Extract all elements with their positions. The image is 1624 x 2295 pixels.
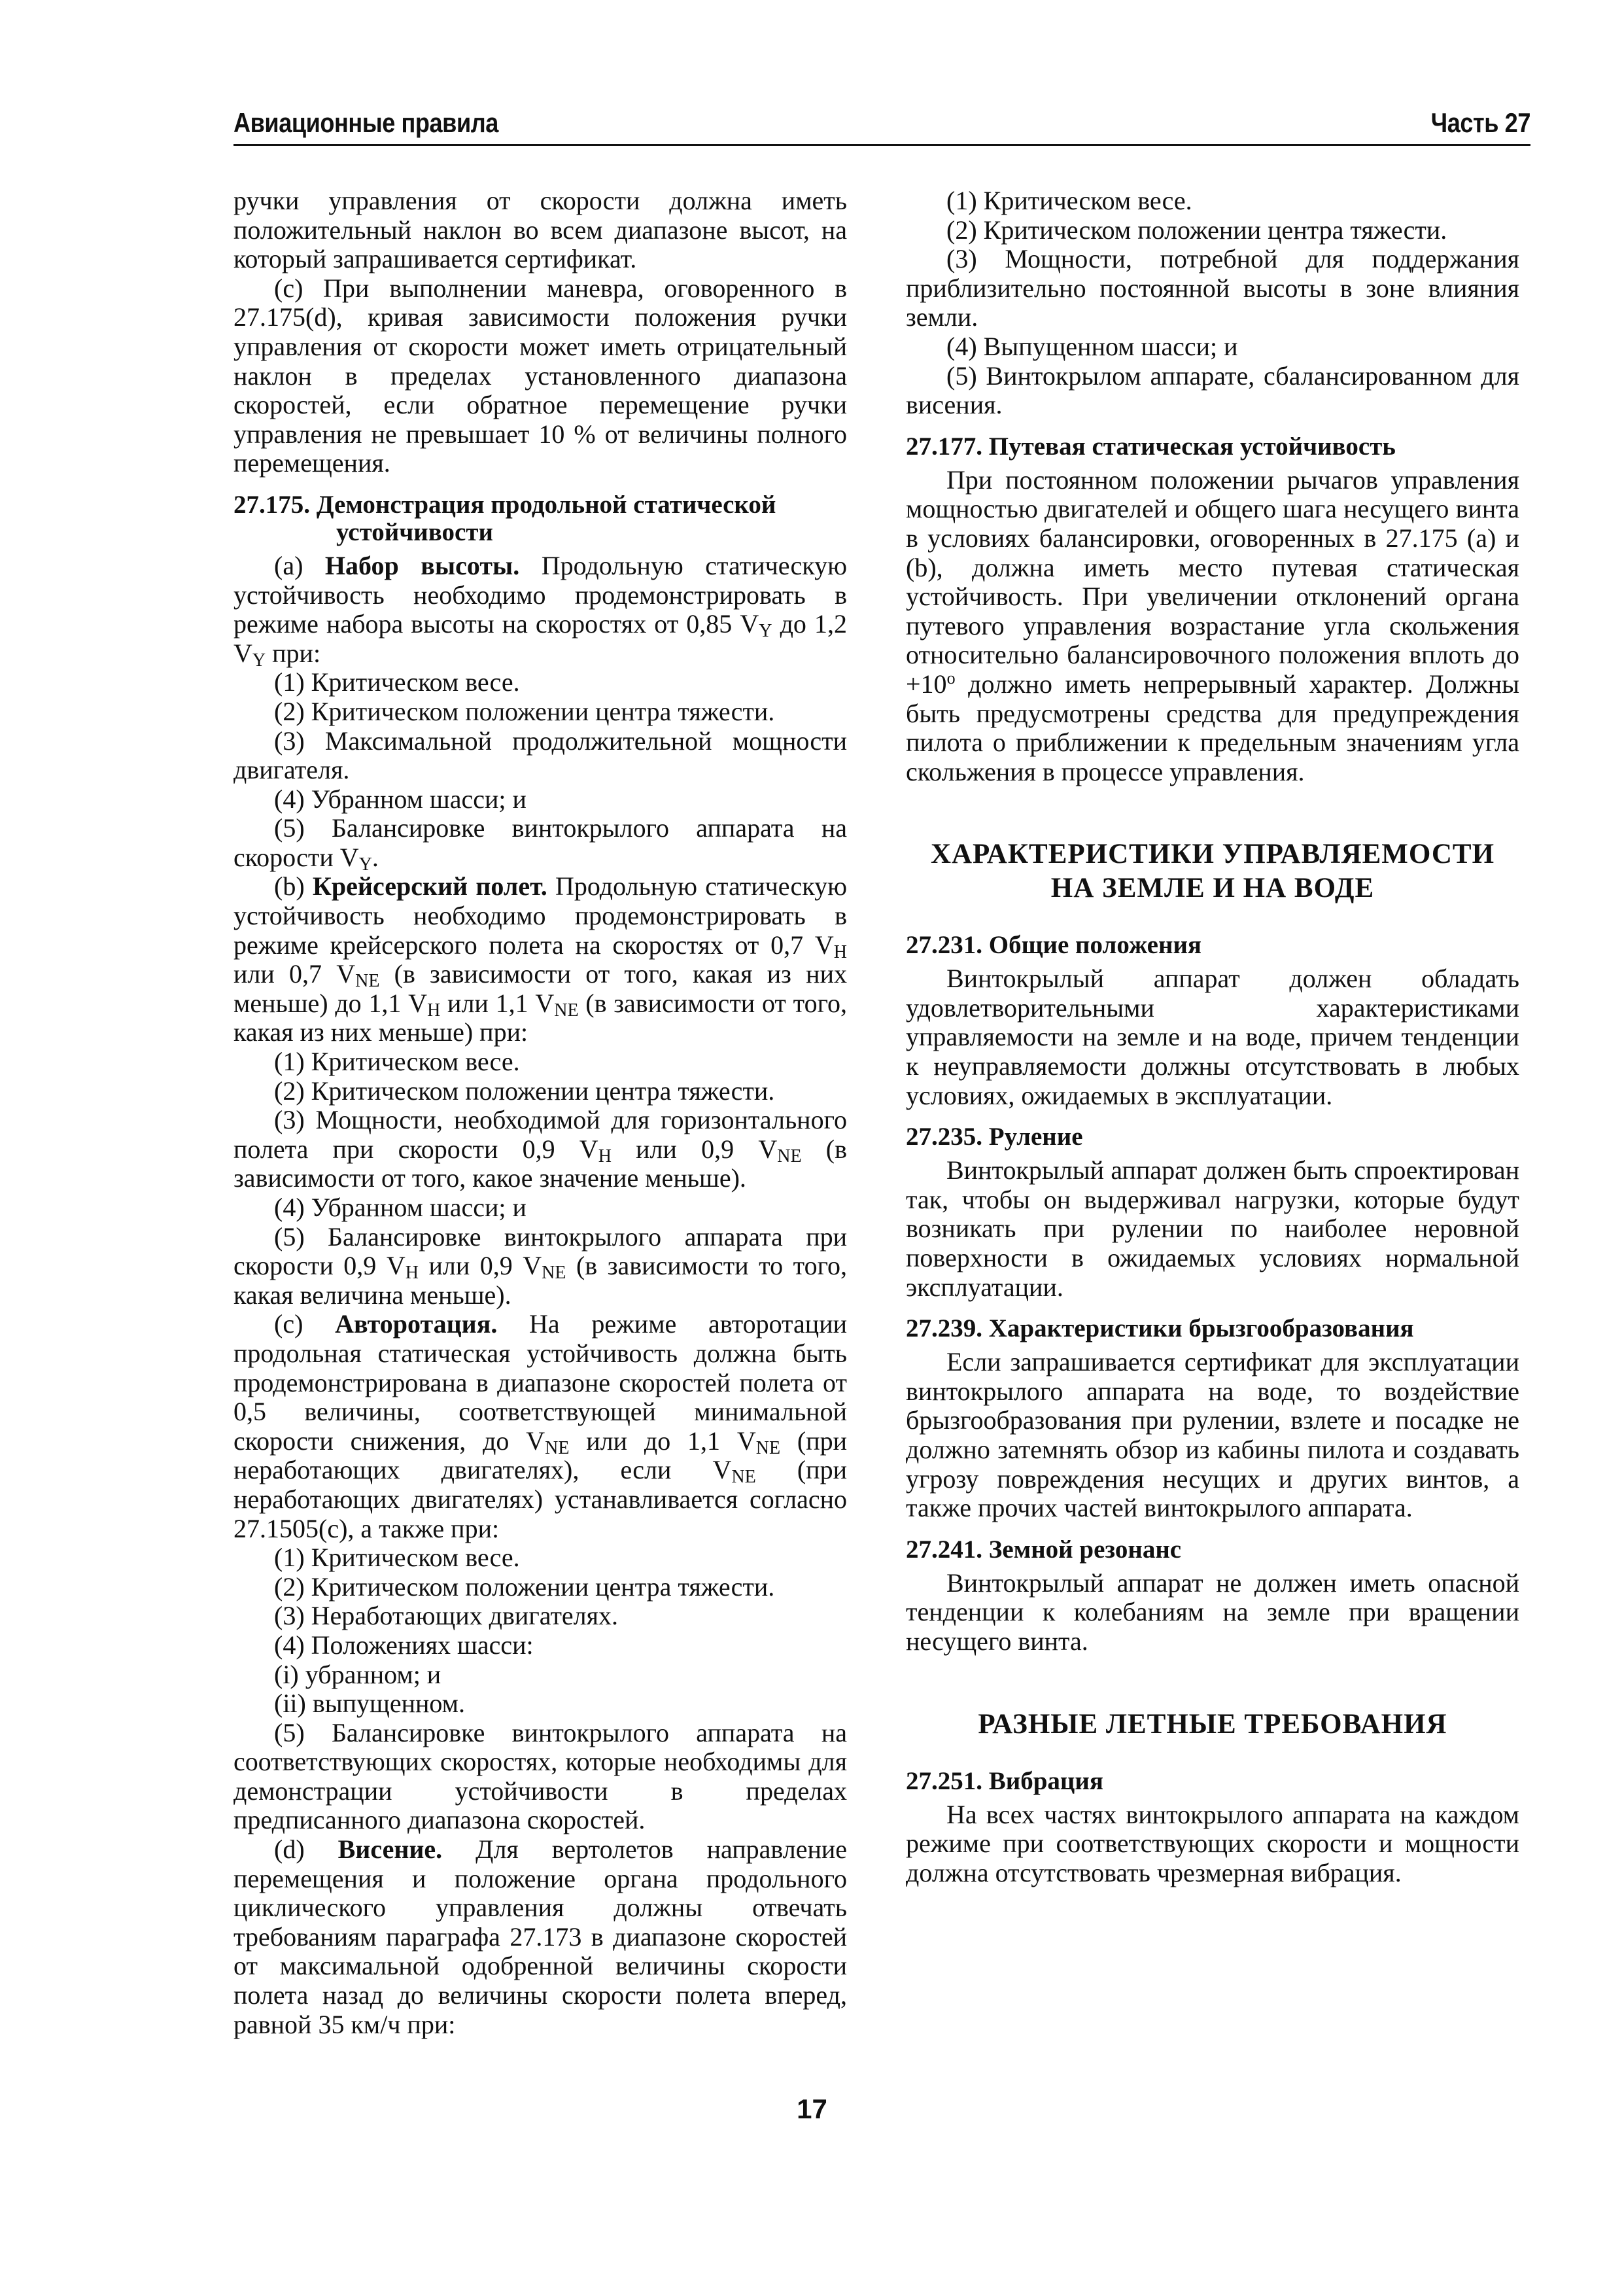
section-heading-27-251: 27.251. Вибрация [906, 1766, 1103, 1795]
text: Для вертолетов направление перемещения и положение органа продольного циклического управления должны отвечать требованиям параграфа 27.173 в диапазоне скоростей от максимальной одобренной величины скорости полета назад до величины скорости полета вперед, равной 35 км/ч при: [233, 1834, 848, 2039]
section-heading-27-235: 27.235. Руление [906, 1123, 1083, 1151]
list-item: (4) Убранном шасси; и [274, 1193, 527, 1222]
subscript: NE [545, 1437, 570, 1458]
item-label: (d) [274, 1834, 305, 1865]
subscript: NE [731, 1467, 756, 1488]
text: при: [266, 638, 321, 668]
list-item: (3) Мощности, потребной для поддержания приблизительно постоянной высоты в зоне влияния земли. [906, 244, 1519, 332]
text: При постоянном положении рычагов управления мощностью двигателей и общего шага несущего винта в условиях балансировки, оговоренных в 27.175 (а) и (b), должна иметь место путевая статическая устойчивость. При увеличении отклонений органа путевого управления возрастание угла скольжения относительно балансировочного положения вплоть до +10 [906, 464, 1519, 699]
paragraph [233, 1310, 847, 1543]
list-item: (1) Критическом весе. [274, 1047, 520, 1077]
paragraph: Если запрашивается сертификат для эксплуатации винтокрылого аппарата на воде, то воздействие брызгообразования при рулении, взлете и посадке не должно затемнять обзор из кабины пилота и создавать угрозу повреждения несущих и других винтов, а также прочих частей винтокрылого аппарата. [906, 1347, 1519, 1523]
text: должно иметь непрерывный характер. Должны быть предусмотрены средства для предупреждения пилота о приближении к предельным значениям угла скольжения в процессе управления. [906, 669, 1519, 786]
list-item [233, 1106, 847, 1193]
heading-number: 27.175. [233, 490, 310, 519]
list-item: (3) Неработающих двигателях. [274, 1601, 619, 1631]
heading-line: ХАРАКТЕРИСТИКИ УПРАВЛЯЕМОСТИ [930, 839, 1495, 870]
subscript: H [405, 1263, 419, 1284]
subscript: NE [755, 1437, 781, 1458]
header-part: Часть 27 [1430, 107, 1530, 138]
chapter-heading-misc: РАЗНЫЕ ЛЕТНЫЕ ТРЕБОВАНИЯ [978, 1708, 1447, 1740]
paragraph [233, 872, 847, 1047]
text: (3) Мощности, необходимой для горизонтального полета при скорости 0,9 V [233, 1105, 847, 1164]
text: . [371, 842, 379, 872]
list-item: (3) Максимальной продолжительной мощности двигателя. [233, 726, 847, 785]
text: или 0,9 V [611, 1134, 778, 1164]
list-item: (5) Балансировке винтокрылого аппарата на соответствующих скоростях, которые необходимы для демонстрации устойчивости в пределах предписанного диапазона скоростей. [233, 1717, 847, 1835]
chapter-heading-handling [906, 837, 1519, 905]
list-item: (1) Критическом весе. [274, 1543, 520, 1573]
page-number: 17 [797, 2094, 827, 2124]
text: (5) Балансировке винтокрылого аппарата при скорости 0,9 V [233, 1221, 847, 1281]
section-heading-27-241: 27.241. Земной резонанс [906, 1535, 1182, 1564]
run-in-heading: Висение. [337, 1834, 443, 1865]
paragraph: ручки управления от скорости должна иметь положительный наклон во всем диапазоне высот, на который запрашивается сертификат. [233, 186, 847, 274]
text: или 1,1 V [440, 988, 555, 1018]
subscript: Y [252, 650, 266, 671]
section-heading-27-231: 27.231. Общие положения [906, 931, 1202, 960]
subscript: Y [759, 621, 772, 642]
paragraph: Винтокрылый аппарат не должен иметь опасной тенденции к колебаниям на земле при вращении несущего винта. [906, 1568, 1519, 1656]
superscript: o [946, 668, 956, 688]
item-label: (b) [274, 871, 305, 902]
list-item: (2) Критическом положении центра тяжести. [274, 696, 775, 726]
subscript: H [598, 1146, 612, 1166]
paragraph [233, 550, 848, 671]
paragraph [233, 1835, 847, 2039]
list-item [233, 813, 847, 875]
right-column [906, 186, 1519, 1887]
left-column [233, 186, 847, 2039]
text: до 1,2 V [233, 609, 848, 668]
list-item [233, 1223, 847, 1310]
subscript: NE [355, 971, 380, 992]
running-header [233, 103, 1530, 146]
list-item: (4) Убранном шасси; и [274, 784, 527, 814]
text: На режиме авторотации продольная статическая устойчивость должна быть продемонстрирована в диапазоне скоростей полета от 0,5 величины, соответствующей минимальной скорости снижения, до V [233, 1309, 847, 1456]
list-item: (1) Критическом весе. [946, 186, 1192, 215]
text: (в зависимости то того, какая величина меньше). [233, 1251, 847, 1310]
list-item: (1) Критическом весе. [274, 667, 520, 697]
heading-text: устойчивости [336, 517, 493, 546]
text: или 0,7 V [233, 959, 356, 989]
list-item: (2) Критическом положении центра тяжести. [274, 1571, 775, 1602]
paragraph [906, 466, 1519, 787]
section-heading-27-175 [233, 491, 847, 546]
list-item: (4) Положениях шасси: [274, 1630, 534, 1660]
item-label: (с) [274, 1309, 303, 1339]
text: (в зависимости от того, какая из них меньше) при: [233, 988, 848, 1047]
paragraph: Винтокрылый аппарат должен обладать удовлетворительными характеристиками управляемости на земле и на воде, причем тенденции к неуправляемости должны отсутствовать в любых условиях, ожидаемых в эксплуатации. [906, 964, 1519, 1110]
subscript: NE [554, 1000, 579, 1021]
item-label: (a) [274, 550, 303, 580]
list-item: (4) Выпущенном шасси; и [946, 331, 1238, 361]
text: (в зависимости от того, какая из них меньше) до 1,1 V [233, 959, 847, 1018]
subscript: NE [542, 1263, 566, 1284]
run-in-heading: Крейсерский полет. [312, 871, 547, 902]
subscript: NE [777, 1146, 802, 1166]
section-heading-27-177: 27.177. Путевая статическая устойчивость [906, 432, 1396, 461]
subscript: Y [358, 854, 372, 875]
run-in-heading: Набор высоты. [324, 550, 520, 580]
header-title: Авиационные правила [233, 107, 498, 138]
paragraph: Винтокрылый аппарат должен быть спроектирован так, чтобы он выдерживал нагрузки, которые будут возникать при рулении по наиболее неровной поверхности в ожидаемых условиях нормальной эксплуатации. [906, 1155, 1519, 1302]
list-item: (2) Критическом положении центра тяжести. [946, 215, 1447, 245]
text: (при неработающих двигателях), если V [233, 1426, 848, 1485]
section-heading-27-239: 27.239. Характеристики брызгообразования [906, 1314, 1414, 1343]
subscript: H [833, 941, 847, 962]
list-item: (ii) выпущенном. [274, 1689, 465, 1719]
list-item: (5) Винтокрылом аппарате, сбалансированном для висения. [906, 360, 1519, 420]
text: (5) Балансировке винтокрылого аппарата на скорости V [233, 813, 847, 872]
text: Продольную статическую устойчивость необходимо продемонстрировать в режиме крейсерского полета на скоростях от 0,7 V [233, 871, 847, 960]
list-item: (2) Критическом положении центра тяжести. [274, 1076, 775, 1106]
text: Продольную статическую устойчивость необходимо продемонстрировать в режиме набора высоты на скоростях от 0,85 V [233, 550, 847, 639]
text: (в зависимости от того, какое значение меньше). [233, 1134, 847, 1193]
text: или до 1,1 V [569, 1426, 756, 1456]
heading-line: НА ЗЕМЛЕ И НА ВОДЕ [1050, 873, 1375, 904]
text: или 0,9 V [418, 1251, 542, 1281]
list-item: (i) убранном; и [274, 1659, 441, 1689]
paragraph: На всех частях винтокрылого аппарата на каждом режиме при соответствующих скорости и мощности должна отсутствовать чрезмерная вибрация. [906, 1799, 1519, 1887]
heading-text: Демонстрация продольной статической [316, 490, 776, 519]
paragraph: (с) При выполнении маневра, оговоренного в 27.175(d), кривая зависимости положения ручки управления от скорости может иметь отрицательный наклон в пределах установленного диапазона скоростей, если обратное перемещение ручки управления не превышает 10 % от величины полного перемещения. [233, 273, 847, 478]
run-in-heading: Авторотация. [335, 1309, 498, 1339]
subscript: H [427, 1000, 441, 1021]
text: (при неработающих двигателях) устанавливается согласно 27.1505(с), а также при: [233, 1455, 847, 1543]
